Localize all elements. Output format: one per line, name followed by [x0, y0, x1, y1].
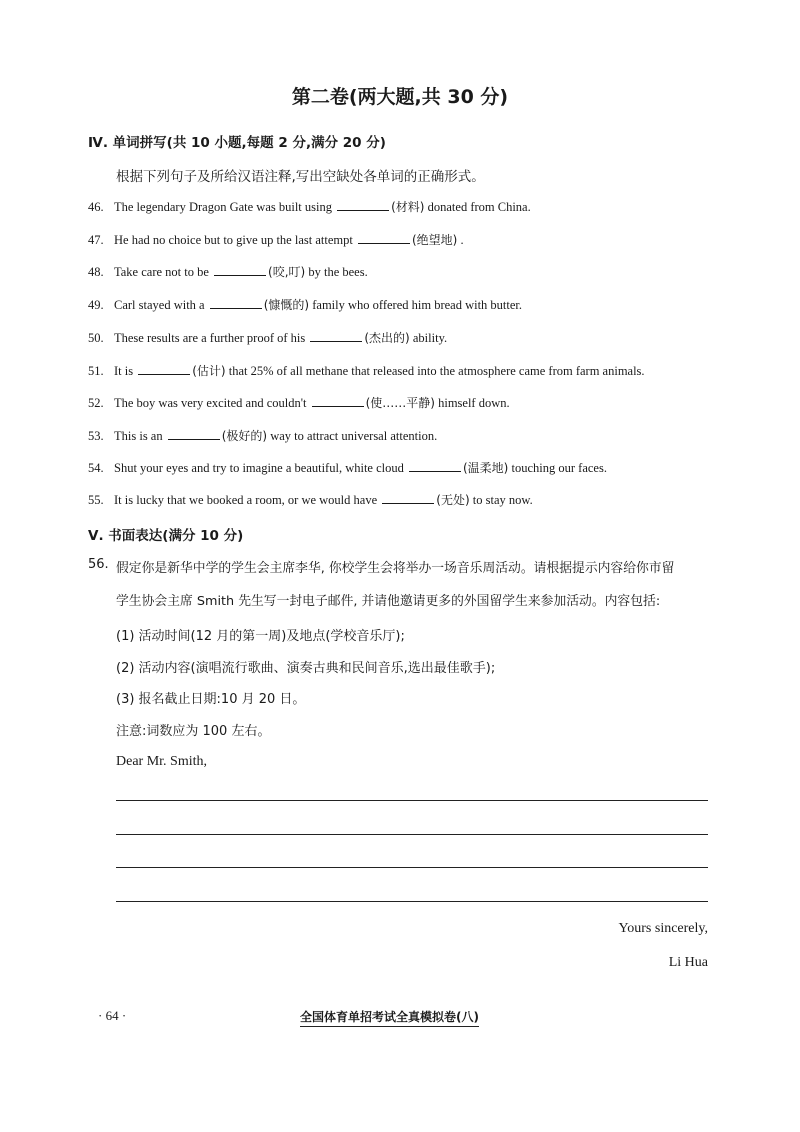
question-item	[88, 231, 464, 248]
question-text-before: This is an	[114, 429, 163, 443]
question-number: 51.	[88, 364, 104, 378]
question-text-before: He had no choice but to give up the last attempt	[114, 233, 353, 247]
chinese-hint: (材料)	[391, 200, 425, 214]
question-number: 46.	[88, 200, 104, 214]
chinese-hint: (慷慨的)	[263, 298, 310, 312]
q56-point-1: (1) 活动时间(12 月的第一周)及地点(学校音乐厅);	[116, 629, 405, 644]
question-item	[88, 198, 531, 215]
question-text-after: touching our faces.	[511, 461, 607, 475]
chinese-hint: (温柔地)	[463, 461, 509, 475]
answer-blank[interactable]	[358, 233, 410, 244]
page-number: · 64 ·	[98, 1008, 127, 1023]
answer-blank[interactable]	[214, 265, 266, 276]
question-text-before: The legendary Dragon Gate was built using	[114, 200, 332, 214]
question-number: 55.	[88, 493, 104, 507]
question-number: 47.	[88, 233, 104, 247]
letter-greeting: Dear Mr. Smith,	[116, 754, 207, 769]
question-text-after: family who offered him bread with butter.	[312, 298, 523, 312]
answer-blank[interactable]	[168, 429, 220, 440]
answer-blank[interactable]	[310, 331, 362, 342]
answer-blank[interactable]	[138, 364, 190, 375]
chinese-hint: (估计)	[192, 364, 226, 378]
question-text-after: ability.	[412, 331, 448, 345]
q56-prompt-line1: 假定你是新华中学的学生会主席李华, 你校学生会将举办一场音乐周活动。请根据提示内容给你市留	[116, 561, 675, 576]
chinese-hint: (绝望地)	[411, 233, 458, 247]
question-number: 54.	[88, 461, 104, 475]
q56-number: 56.	[88, 557, 109, 572]
answer-blank[interactable]	[382, 493, 434, 504]
q56-point-2: (2) 活动内容(演唱流行歌曲、演奏古典和民间音乐,选出最佳歌手);	[116, 661, 496, 676]
question-text-after: donated from China.	[427, 200, 531, 214]
q56-point-3: (3) 报名截止日期:10 月 20 日。	[116, 692, 306, 707]
question-text-before: Carl stayed with a	[114, 298, 205, 312]
question-number: 53.	[88, 429, 104, 443]
question-text-after: to stay now.	[472, 493, 533, 507]
chinese-hint: (无处)	[436, 493, 470, 507]
q56-note: 注意:词数应为 100 左右。	[116, 724, 271, 739]
chinese-hint: (使……平静)	[365, 396, 435, 410]
question-item	[88, 296, 522, 313]
chinese-hint: (杰出的)	[364, 331, 410, 345]
answer-blank[interactable]	[409, 461, 461, 472]
question-text-before: The boy was very excited and couldn't	[114, 396, 307, 410]
answer-blank[interactable]	[337, 200, 389, 211]
question-item	[88, 491, 533, 508]
paper-title: 第二卷(两大题,共 30 分)	[291, 86, 509, 108]
question-item	[88, 459, 607, 476]
answer-line[interactable]	[116, 867, 708, 868]
question-text-before: These results are a further proof of his	[114, 331, 306, 345]
question-text-before: Take care not to be	[114, 265, 209, 279]
section-4-instruction: 根据下列句子及所给汉语注释,写出空缺处各单词的正确形式。	[116, 169, 485, 185]
question-item	[88, 329, 447, 346]
question-number: 52.	[88, 396, 104, 410]
answer-blank[interactable]	[210, 298, 262, 309]
question-text-after: that 25% of all methane that released into the atmosphere came from farm animals.	[228, 364, 645, 378]
question-item	[88, 427, 437, 444]
chinese-hint: (咬,叮)	[268, 265, 306, 279]
question-text-before: It is	[114, 364, 134, 378]
question-number: 50.	[88, 331, 104, 345]
question-number: 49.	[88, 298, 104, 312]
question-text-after: way to attract universal attention.	[270, 429, 438, 443]
q56-prompt-line2: 学生协会主席 Smith 先生写一封电子邮件, 并请他邀请更多的外国留学生来参加活动。内容包括:	[116, 594, 661, 609]
question-text-before: It is lucky that we booked a room, or we would have	[114, 493, 378, 507]
question-text-after: by the bees.	[308, 265, 368, 279]
letter-closing: Yours sincerely,	[618, 921, 708, 936]
question-item	[88, 394, 510, 411]
section-5-heading: Ⅴ. 书面表达(满分 10 分)	[88, 528, 244, 544]
question-text-before: Shut your eyes and try to imagine a beautiful, white cloud	[114, 461, 404, 475]
answer-line[interactable]	[116, 901, 708, 902]
question-number: 48.	[88, 265, 104, 279]
question-item	[88, 362, 645, 379]
letter-signature: Li Hua	[668, 955, 708, 970]
answer-line[interactable]	[116, 800, 708, 801]
question-text-after: .	[460, 233, 464, 247]
chinese-hint: (极好的)	[221, 429, 268, 443]
answer-blank[interactable]	[312, 396, 364, 407]
answer-line[interactable]	[116, 834, 708, 835]
series-title: 全国体育单招考试全真模拟卷(八)	[300, 1008, 479, 1027]
question-text-after: himself down.	[438, 396, 510, 410]
question-item	[88, 263, 368, 280]
section-4-heading: Ⅳ. 单词拼写(共 10 小题,每题 2 分,满分 20 分)	[88, 135, 386, 151]
